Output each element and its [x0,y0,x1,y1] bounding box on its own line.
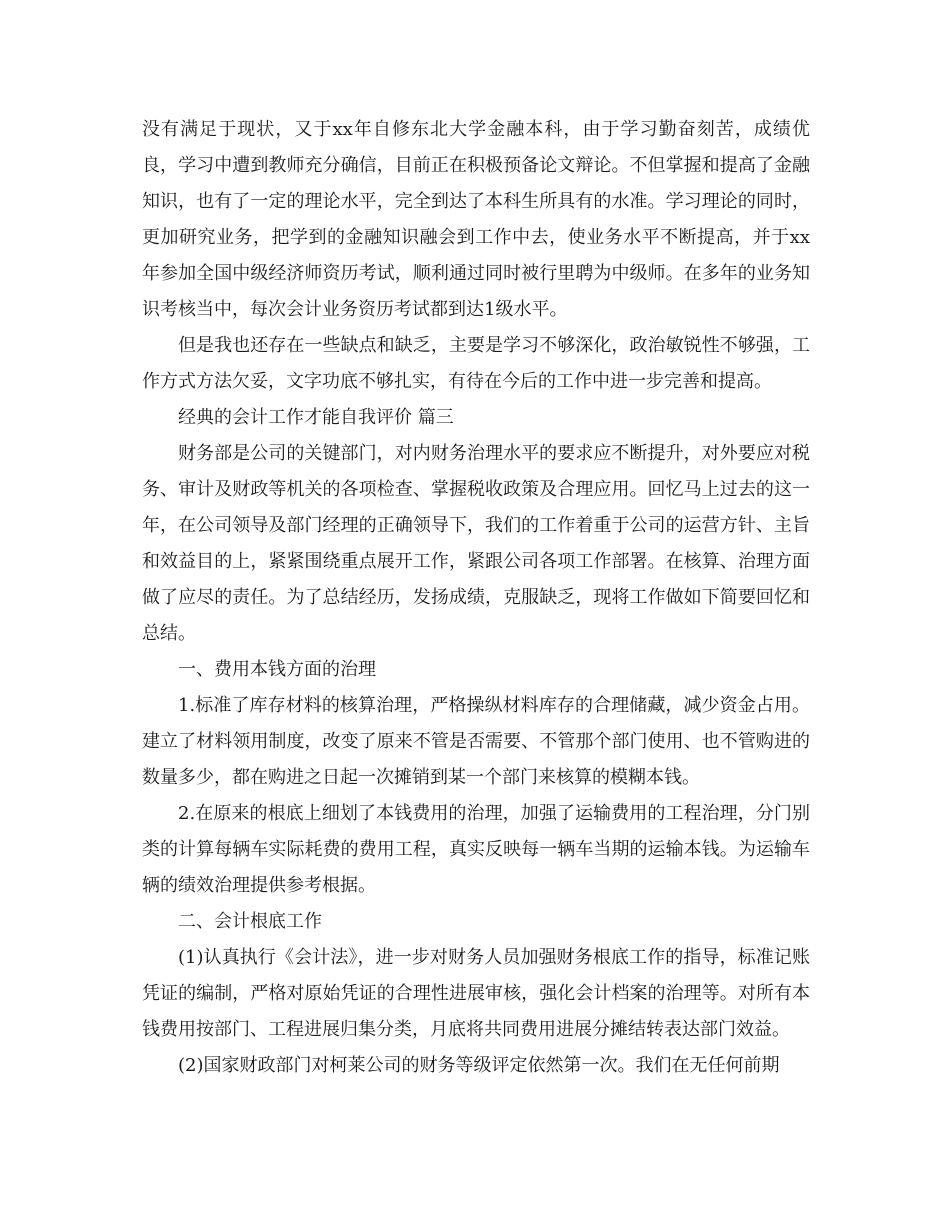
paragraph-shortcomings: 但是我也还存在一些缺点和缺乏，主要是学习不够深化，政治敏锐性不够强，工作方式方法欠妥，文字功底不够扎实，有待在今后的工作中进一步完善和提高。 [142,335,810,392]
paragraph-continuation: 没有满足于现状，又于xx年自修东北大学金融本科，由于学习勤奋刻苦，成绩优良，学习中遭到教师充分确信，目前正在积极预备论文辩论。不但掌握和提高了金融知识，也有了一定的理论水平，完全到达了本科生所具有的水准。学习理论的同时，更加研究业务，把学到的金融知识融会到工作中去，使业务水平不断提高，并于xx年参加全国中级经济师资历考试，顺利通过同时被行里聘为中级师。在多年的业务知识考核当中，每次会计业务资历考试都到达1级水平。 [142,119,810,320]
paragraph-intro: 财务部是公司的关键部门，对内财务治理水平的要求应不断提升，对外要应对税务、审计及财政等机关的各项检查、掌握税收政策及合理应用。回忆马上过去的这一年，在公司领导及部门经理的正确领导下，我们的工作着重于公司的运营方针、主旨和效益目的上，紧紧围绕重点展开工作，紧跟公司各项工作部署。在核算、治理方面做了应尽的责任。为了总结经历，发扬成绩，克服缺乏，现将工作做如下简要回忆和总结。 [142,443,810,644]
section-title: 经典的会计工作才能自我评价 篇三 [178,407,454,428]
paragraph-item-1: 1.标准了库存材料的核算治理，严格操纵材料库存的合理储藏，减少资金占用。建立了材料领用制度，改变了原来不管是否需要、不管那个部门使用、也不管购进的数量多少，都在购进之日起一次摊销到某一个部门来核算的模糊本钱。 [142,695,810,788]
heading-accounting-basics: 二、会计根底工作 [178,911,322,932]
paragraph-sub-item-2: (2)国家财政部门对柯莱公司的财务等级评定依然第一次。我们在无任何前期 [178,1055,780,1076]
paragraph-sub-item-1: (1)认真执行《会计法》，进一步对财务人员加强财务根底工作的指导，标准记账凭证的编制，严格对原始凭证的合理性进展审核，强化会计档案的治理等。对所有本钱费用按部门、工程进展归集分类，月底将共同费用进展分摊结转表达部门效益。 [142,947,810,1040]
document-body [142,112,810,1084]
heading-cost-management: 一、费用本钱方面的治理 [178,659,376,680]
paragraph-item-2: 2.在原来的根底上细划了本钱费用的治理，加强了运输费用的工程治理，分门别类的计算每辆车实际耗费的费用工程，真实反映每一辆车当期的运输本钱。为运输车辆的绩效治理提供参考根据。 [142,803,810,896]
